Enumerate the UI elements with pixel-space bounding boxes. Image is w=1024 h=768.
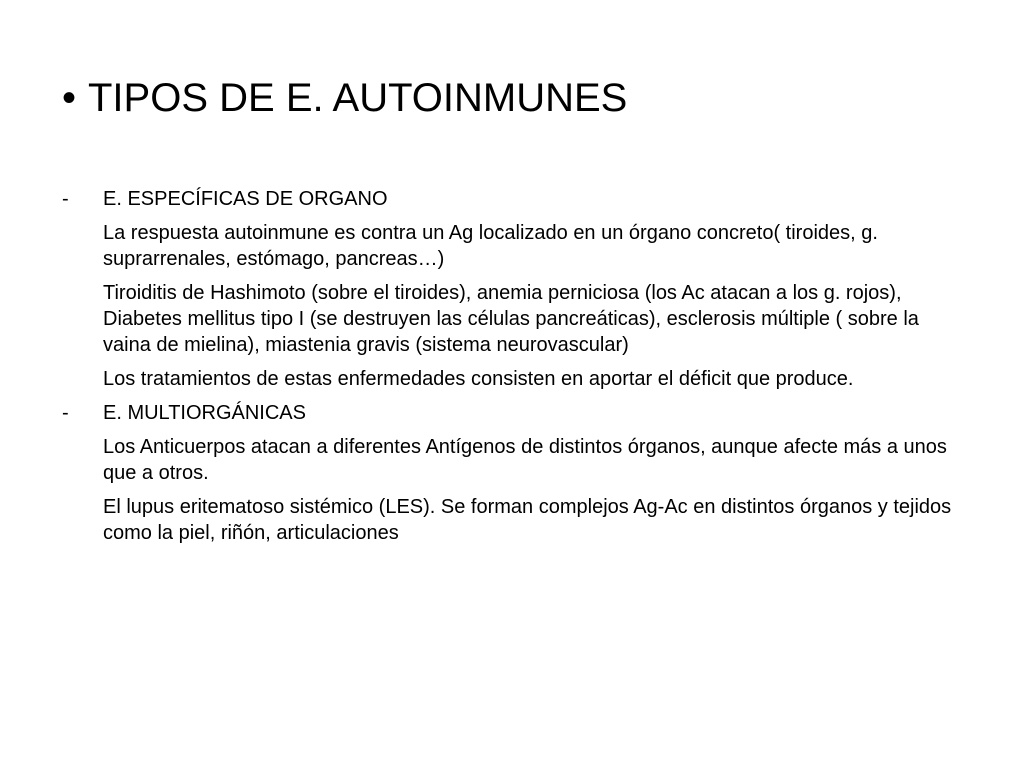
- slide-content: [62, 186, 972, 554]
- section-dash-marker: -: [62, 402, 69, 424]
- section-dash-marker: -: [62, 188, 69, 210]
- section-heading-text: E. MULTIORGÁNICAS: [103, 402, 306, 424]
- section-heading-multiorgan: [62, 400, 972, 426]
- paragraph-multiorgan-example: El lupus eritematoso sistémico (LES). Se forman complejos Ag-Ac en distintos órganos y tejidos como la piel, riñón, articulaciones: [103, 496, 952, 544]
- section-heading-text: E. ESPECÍFICAS DE ORGANO: [103, 188, 388, 210]
- title-bullet: •: [62, 76, 77, 120]
- section-heading-organ-specific: [62, 186, 972, 212]
- slide-title-text: TIPOS DE E. AUTOINMUNES: [88, 76, 628, 120]
- paragraph-organ-treatment: Los tratamientos de estas enfermedades consisten en aportar el déficit que produce.: [103, 368, 854, 390]
- slide-title: [62, 74, 627, 122]
- paragraph-organ-examples: Tiroiditis de Hashimoto (sobre el tiroides), anemia perniciosa (los Ac atacan a los g. rojos), Diabetes mellitus tipo I (se destruyen las células pancreáticas), esclerosis múltiple ( sobre la vaina de mielina), miastenia gravis (sistema neurovascular): [103, 282, 919, 356]
- paragraph-organ-definition: La respuesta autoinmune es contra un Ag localizado en un órgano concreto( tiroides, g. suprarrenales, estómago, pancreas…): [103, 222, 878, 270]
- paragraph-multiorgan-definition: Los Anticuerpos atacan a diferentes Antígenos de distintos órganos, aunque afecte más a unos que a otros.: [103, 436, 947, 484]
